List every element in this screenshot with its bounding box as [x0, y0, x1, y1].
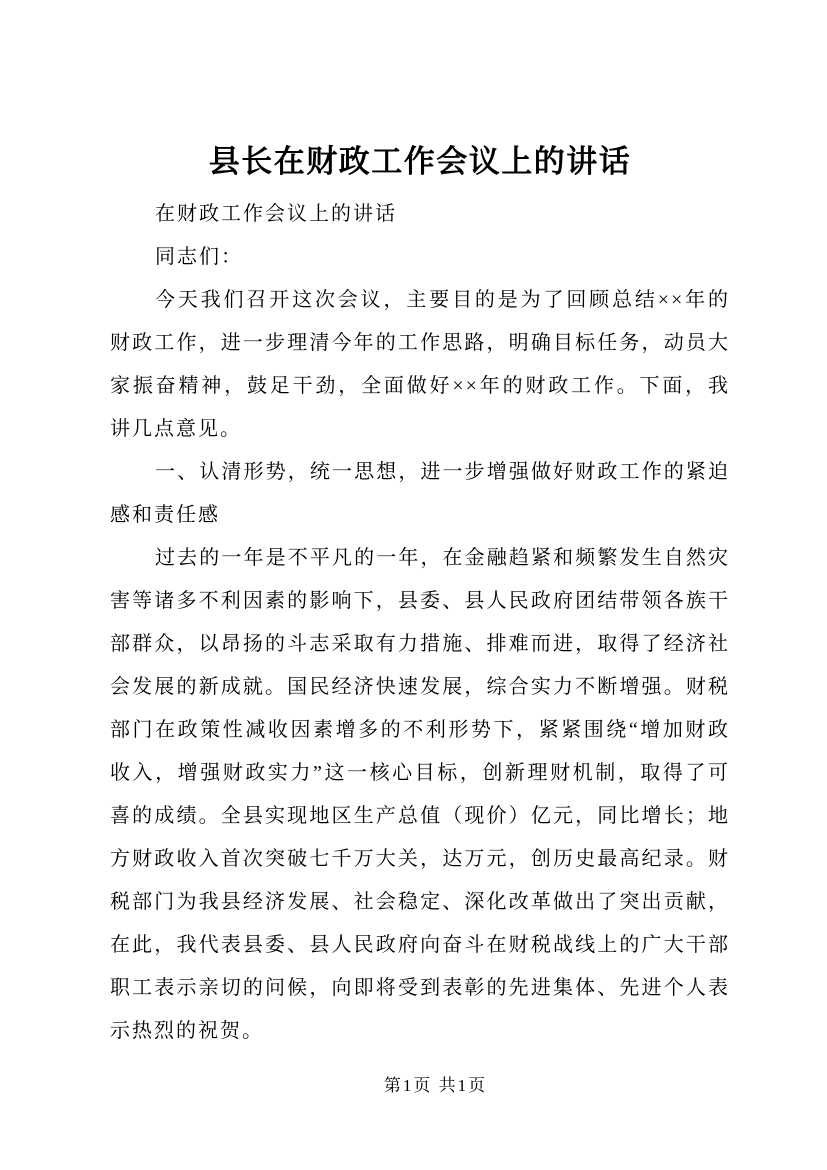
body-paragraph-salutation: 同志们： [155, 246, 243, 268]
page-number-indicator: 第1页 共1页 [383, 1076, 488, 1095]
body-paragraph-section-heading: 一、认清形势，统一思想，进一步增强做好财政工作的紧迫感和责任感 [110, 461, 730, 526]
body-paragraph-subtitle: 在财政工作会议上的讲话 [155, 203, 397, 225]
body-paragraph-section-body: 过去的一年是不平凡的一年，在金融趋紧和频繁发生自然灾害等诸多不利因素的影响下，县委、县人民政府团结带领各族干部群众，以昂扬的斗志采取有力措施、排难而进，取得了经济社会发展的新成就。国民经济快速发展，综合实力不断增强。财税部门在政策性减收因素增多的不利形势下，紧紧围绕“增加财政收入，增强财政实力”这一核心目标，创新理财机制，取得了可喜的成绩。全县实现地区生产总值（现价）亿元，同比增长；地方财政收入首次突破七千万大关，达万元，创历史最高纪录。财税部门为我县经济发展、社会稳定、深化改革做出了突出贡献，在此，我代表县委、县人民政府向奋斗在财税战线上的广大干部职工表示亲切的问候，向即将受到表彰的先进集体、先进个人表示热烈的祝贺。 [110, 547, 730, 1042]
document-title: 县长在财政工作会议上的讲话 [208, 144, 632, 179]
body-paragraph-intro: 今天我们召开这次会议，主要目的是为了回顾总结××年的财政工作，进一步理清今年的工作思路，明确目标任务，动员大家振奋精神，鼓足干劲，全面做好××年的财政工作。下面，我讲几点意见。 [110, 289, 730, 440]
page-footer [22, 1071, 827, 1096]
document-content [110, 140, 730, 1053]
